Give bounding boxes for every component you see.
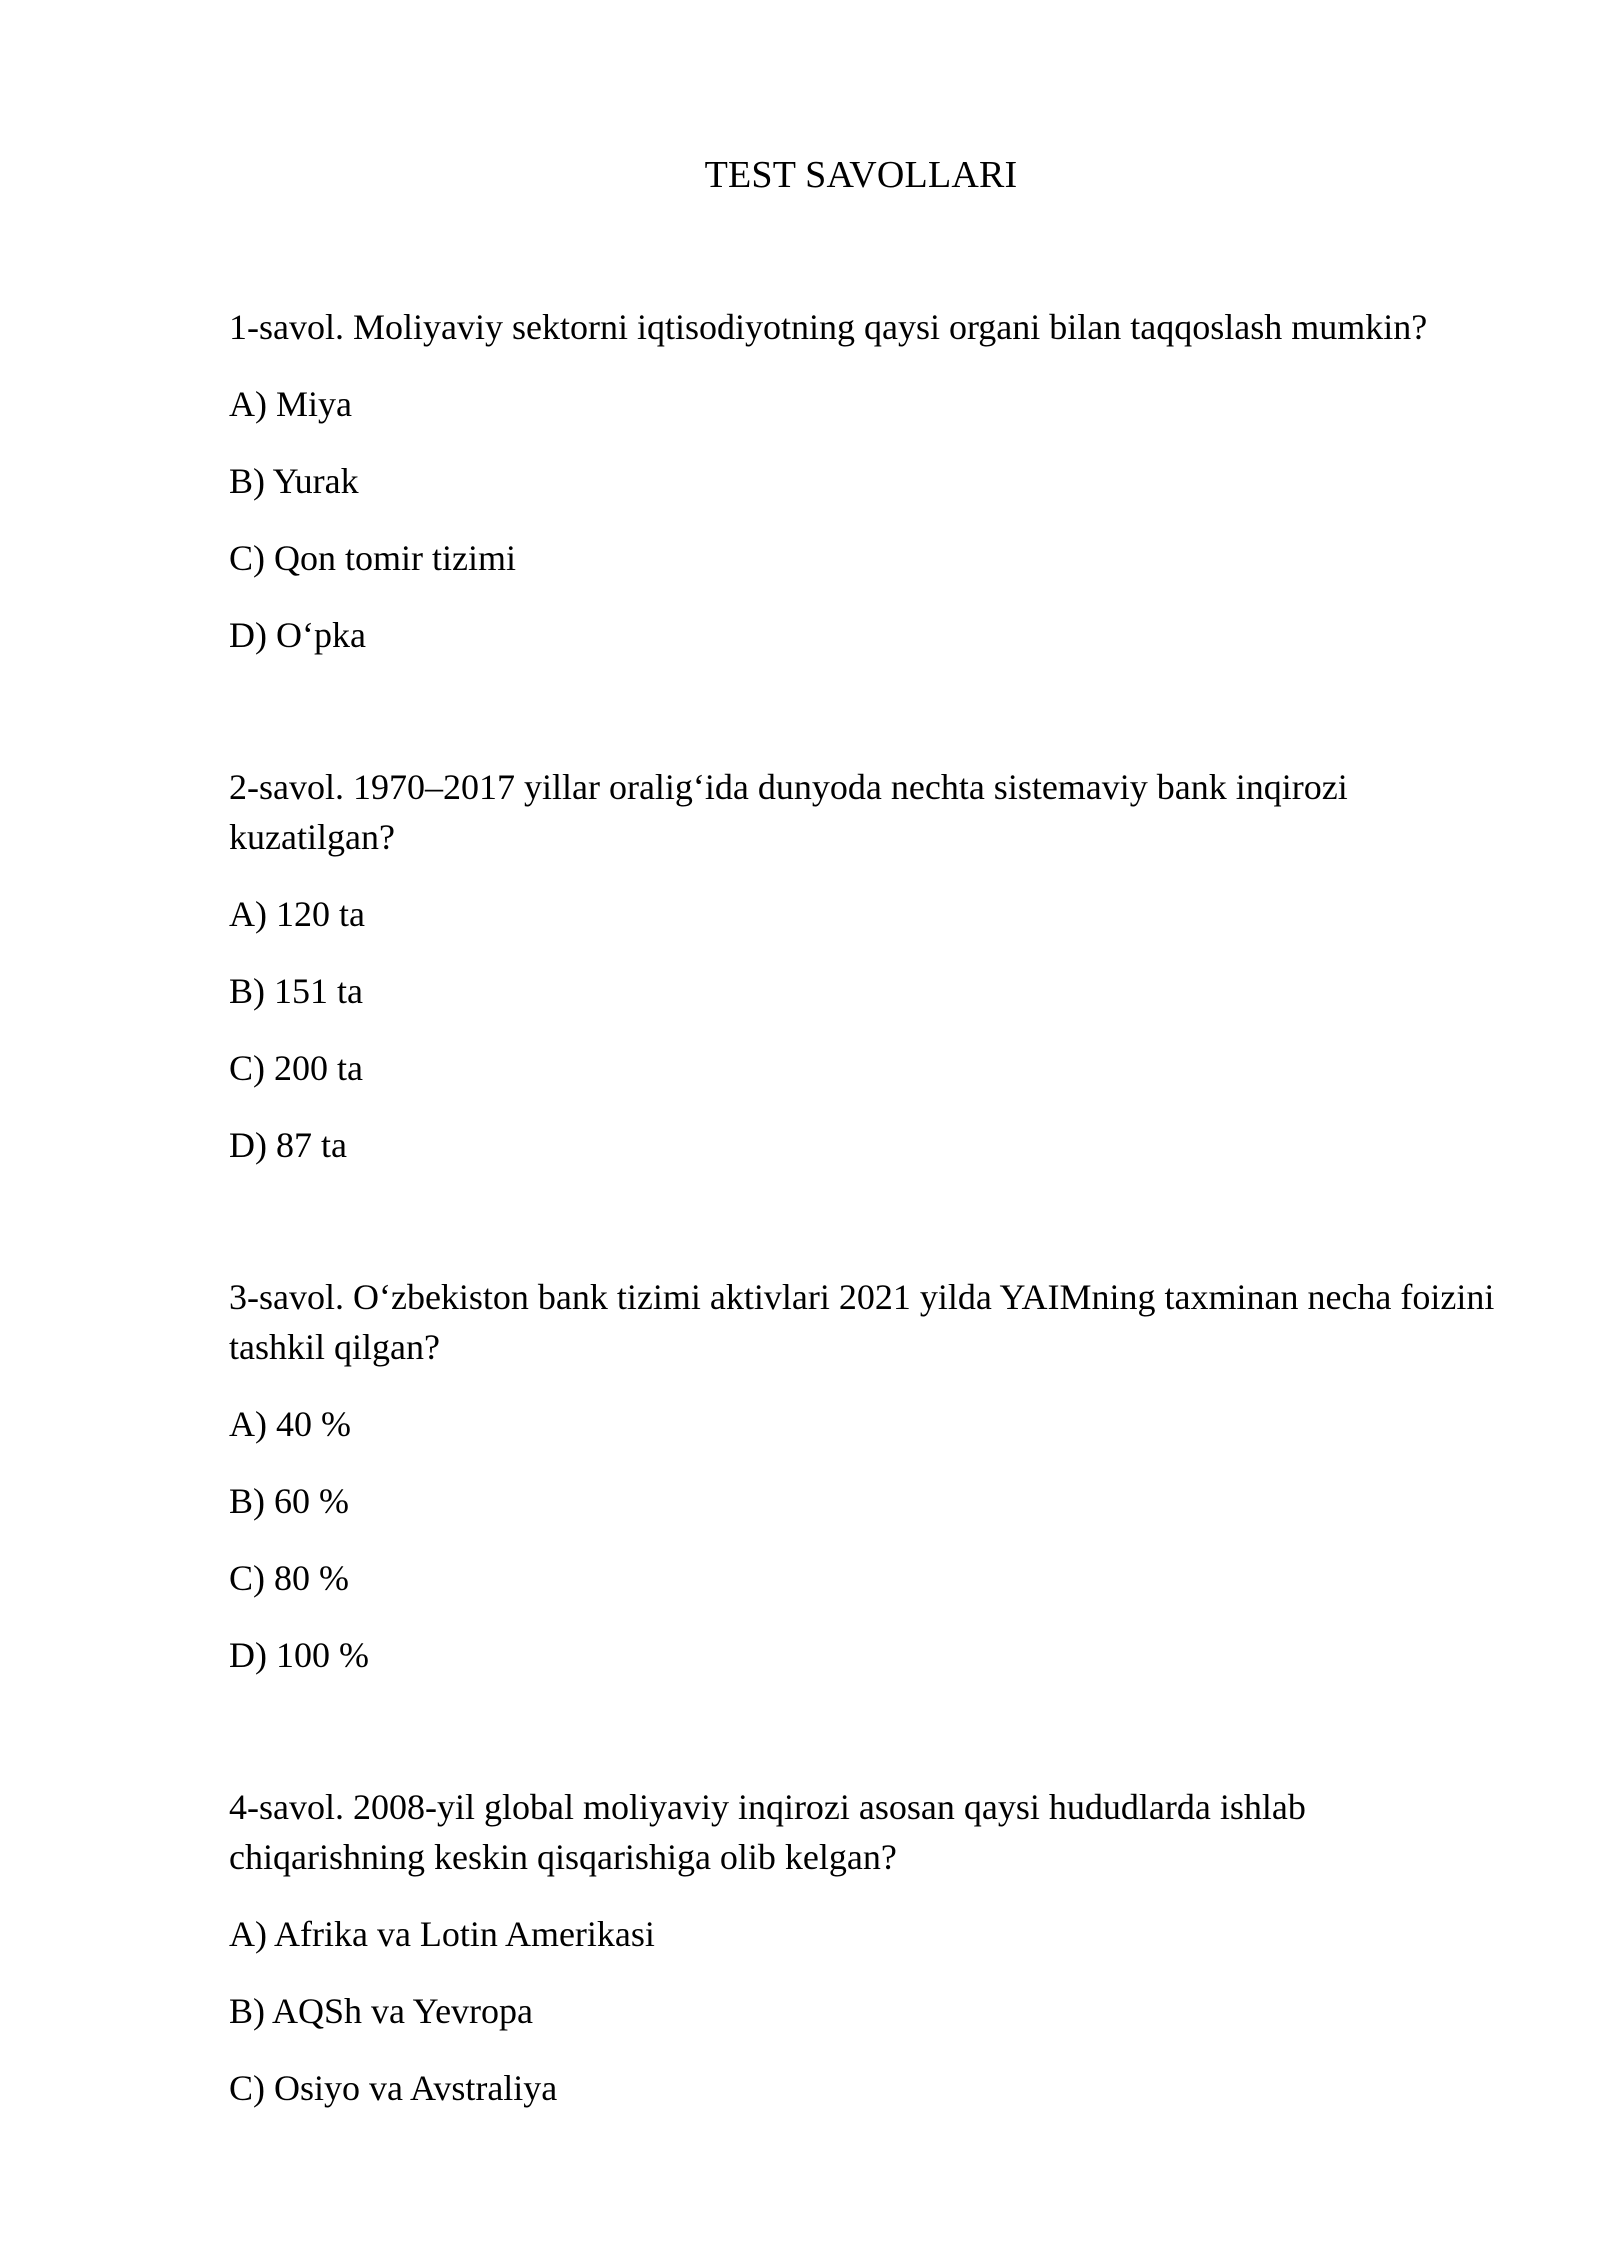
option-b: B) 60 % bbox=[229, 1481, 349, 1521]
option-c: C) 200 ta bbox=[229, 1048, 363, 1088]
document-title: TEST SAVOLLARI bbox=[704, 154, 1018, 196]
question-text: 4-savol. 2008-yil global moliyaviy inqirozi asosan qaysi hududlarda ishlab chiqarishning keskin qisqarishiga olib kelgan? bbox=[229, 1787, 1306, 1877]
option-a: A) Afrika va Lotin Amerikasi bbox=[229, 1914, 655, 1954]
question-4 bbox=[229, 1782, 1509, 2113]
question-list bbox=[229, 302, 1509, 2215]
option-a: A) 120 ta bbox=[229, 894, 365, 934]
option-d: D) O‘pka bbox=[229, 615, 366, 655]
question-text: 2-savol. 1970–2017 yillar oralig‘ida dunyoda nechta sistemaviy bank inqirozi kuzatilgan? bbox=[229, 767, 1348, 857]
question-2 bbox=[229, 762, 1509, 1170]
question-text: 1-savol. Moliyaviy sektorni iqtisodiyotning qaysi organi bilan taqqoslash mumkin? bbox=[229, 307, 1428, 347]
option-d: D) 87 ta bbox=[229, 1125, 347, 1165]
option-b: B) 151 ta bbox=[229, 971, 363, 1011]
option-c: C) Qon tomir tizimi bbox=[229, 538, 516, 578]
option-b: B) AQSh va Yevropa bbox=[229, 1991, 534, 2031]
option-c: C) 80 % bbox=[229, 1558, 349, 1598]
option-a: A) Miya bbox=[229, 384, 352, 424]
option-a: A) 40 % bbox=[229, 1404, 351, 1444]
question-3 bbox=[229, 1272, 1509, 1680]
question-text: 3-savol. O‘zbekiston bank tizimi aktivlari 2021 yilda YAIMning taxminan necha foizini tashkil qilgan? bbox=[229, 1277, 1495, 1367]
option-b: B) Yurak bbox=[229, 461, 359, 501]
option-c: C) Osiyo va Avstraliya bbox=[229, 2068, 558, 2108]
option-d: D) 100 % bbox=[229, 1635, 369, 1675]
question-1 bbox=[229, 302, 1509, 660]
